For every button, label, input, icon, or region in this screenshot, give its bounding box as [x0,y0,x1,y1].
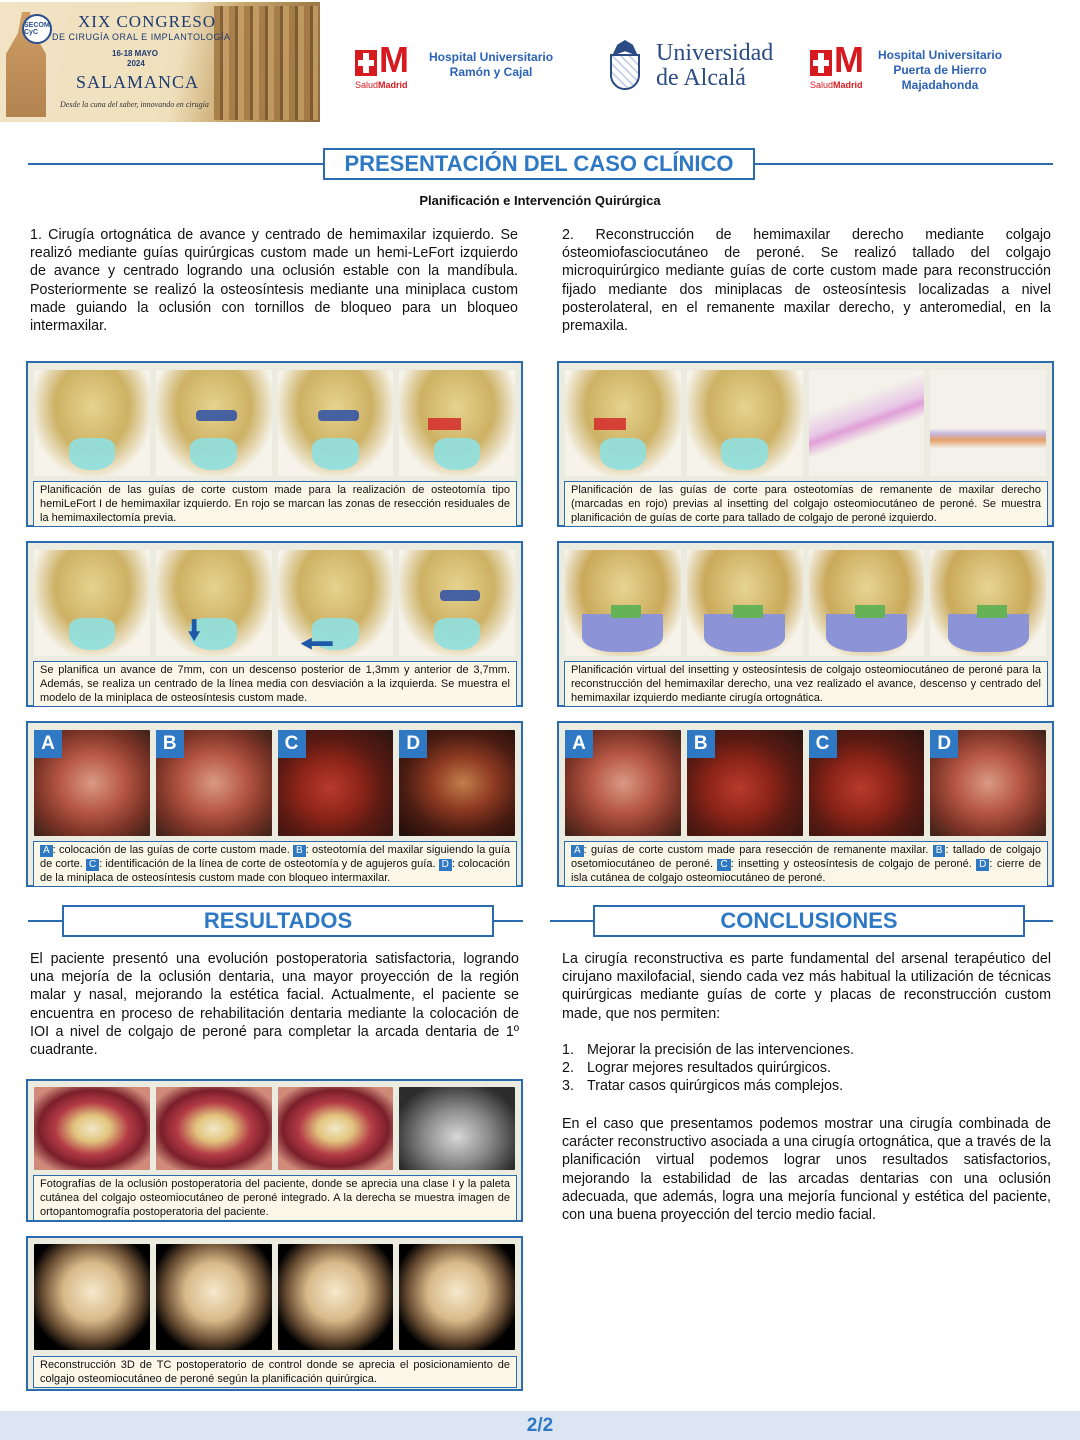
hospital-ramon-y-cajal-logo [355,39,554,92]
figure-image [278,1244,394,1350]
figure-image [156,1087,272,1170]
case-subtitle: Planificación e Intervención Quirúrgica [419,193,661,208]
figure-image [687,370,803,476]
figure-panel-postop-occlusion [26,1079,523,1222]
figure-image [565,550,681,656]
figure-image [809,550,925,656]
figure-panel-hemilefort-guides [26,361,523,527]
figure-image [156,1244,272,1350]
figure-image [278,370,394,476]
conclusions-list [562,1041,1051,1095]
figure-image [809,370,925,476]
figure-image [34,370,150,476]
figure-image [399,370,515,476]
panel-letter-a: A [565,730,593,758]
results-text: El paciente presentó una evolución postoperatoria satisfactoria, logrando una mejoría de la oclusión dentaria, una mayor proyección de la región malar y nasal, mejorando la estética facial. Actualmente, el paciente se encuentra en proceso de rehabilitación dentaria mediante la colocación de IOI a nivel de colgajo de peroné para completar la arcada dentaria de 1º cuadrante. [30,951,519,1059]
congress-title: XIX CONGRESO [78,12,217,31]
figure-image [809,730,925,836]
universidad-alcala-logo [600,40,773,92]
figure-image [687,730,803,836]
figure-panel-surgery-left [26,721,523,887]
salud-madrid-icon: M SaludMadrid [810,39,864,90]
congress-year: 2024 [127,59,145,68]
salud-madrid-icon: M SaludMadrid [355,39,409,90]
list-item: 3. Tratar casos quirúrgicos más complejos. [562,1078,844,1094]
figure-image [565,730,681,836]
figure-image [565,370,681,476]
case-right-text: 2. Reconstrucción de hemimaxilar derecho mediante colgajo ósteomiofasciocutáneo de peroné. Se realizó tallado del colgajo microquirúrgico mediante guías de corte custom made para reconstrucción fijado mediante dos miniplacas de osteosíntesis localizadas a nivel posterolateral, en el remanente maxilar derecho, y anteromedial, en la premaxila. [562,227,1051,335]
figure-image [34,1087,150,1170]
secom-seal-logo: SECOM CyC [22,14,52,44]
figure-image [156,550,272,656]
figure-image [278,1087,394,1170]
figure-image [399,730,515,836]
figure-image [930,730,1046,836]
results-section-title: RESULTADOS [62,905,494,937]
conclusions-intro: La cirugía reconstructiva es parte fundamental del arsenal terapéutico del cirujano maxilofacial, siendo cada vez más habitual la utilización de técnicas quirúrgicas mediante guías de corte y placas de reconstrucción custom made, que nos permiten: [562,951,1051,1022]
panel-letter-c: C [278,730,306,758]
panel-letter-a: A [34,730,62,758]
figure-image [156,730,272,836]
figure-image [156,370,272,476]
congress-banner [0,2,320,122]
figure-caption: Reconstrucción 3D de TC postoperatorio de control donde se aprecia el posicionamiento de colgajo osteomiocutáneo de peroné según la planificación quirúrgica. [33,1356,517,1388]
figure-caption: Planificación de las guías de corte para osteotomías de remanente de maxilar derecho (marcadas en rojo) previas al insetting del colgajo osteomiocutáneo de peroné. Se muestra planificación de guías de corte para tallado de colgajo de peroné izquierdo. [564,481,1048,527]
arrow-down-icon [188,619,200,641]
arrow-left-icon [301,638,333,650]
figure-image [930,550,1046,656]
hospital-puerta-de-hierro-logo [810,39,1003,93]
congress-dates: 16-18 MAYO [112,49,158,58]
figure-image [278,730,394,836]
panel-letter-c: C [809,730,837,758]
case-left-text: 1. Cirugía ortognática de avance y centrado de hemimaxilar izquierdo. Se realizó mediante guías quirúrgicas custom made un hemi-LeFort izquierdo de avance y centrado logrando una oclusión estable con la mandíbula. Posteriormente se realizó la osteosíntesis mediante una miniplaca custom made guiando la oclusión con tornillos de bloqueo para un bloqueo intermaxilar. [30,227,518,335]
figure-panel-ct-reconstruction [26,1236,523,1391]
figure-image [34,550,150,656]
list-item: 1. Mejorar la precisión de las intervenciones. [562,1042,855,1058]
hospital2-line3: Majadahonda [901,78,979,92]
page-number: 2/2 [526,1414,554,1436]
hospital1-line1: Hospital Universitario [429,50,554,64]
congress-subtitle: DE CIRUGÍA ORAL E IMPLANTOLOGÍA [52,32,231,42]
figure-image [687,550,803,656]
conclusions-closing: En el caso que presentamos podemos mostrar una cirugía combinada de carácter reconstructivo asociada a una cirugía ortognática, que a través de la planificación virtual podemos lograr unos resultados satisfactorios, mejorando la estabilidad de las arcadas dentarias con una oclusión adecuada, que además, logra una mejoría funcional y estética del paciente, con una buena proyección del tercio medio facial. [562,1116,1051,1224]
congress-city: SALAMANCA [76,72,200,92]
figure-panel-fibula-guides [557,361,1054,527]
case-section-title: PRESENTACIÓN DEL CASO CLÍNICO [323,148,755,180]
figure-panel-advance-plan [26,541,523,707]
poster-header [0,0,1080,125]
uah-line1: Universidad [656,40,774,66]
hospital2-line2: Puerta de Hierro [893,63,987,77]
figure-image [399,1087,515,1170]
figure-caption: A : colocación de las guías de corte custom made. B : osteotomía del maxilar siguiendo la guía de corte. C : identificación de la línea de corte de osteotomía y de agujeros guía. D : colocación de la miniplaca de osteosíntesis custom made con bloqueo intermaxilar. [33,841,517,887]
panel-letter-b: B [156,730,184,758]
figure-image [930,370,1046,476]
figure-image [399,1244,515,1350]
facade-image [214,6,318,120]
figure-caption: Planificación virtual del insetting y osteosíntesis de colgajo osteomiocutáneo de peroné para la reconstrucción del hemimaxilar derecho, una vez realizado el avance, descenso y centrado del hemimaxilar izquierdo mediante cirugía ortognática. [564,661,1048,707]
figure-caption: Planificación de las guías de corte custom made para la realización de osteotomía tipo hemiLeFort I de hemimaxilar izquierdo. En rojo se marcan las zonas de resección residuales de la hemimaxilectomía previa. [33,481,517,527]
figure-image [399,550,515,656]
page-footer [0,1411,1080,1440]
uah-line2: de Alcalá [656,65,746,91]
hospital1-line2: Ramón y Cajal [449,65,533,79]
panel-letter-d: D [399,730,427,758]
panel-letter-b: B [687,730,715,758]
congress-motto: Desde la cuna del saber, innovando en cirugía [60,100,209,109]
panel-letter-d: D [930,730,958,758]
figure-image [278,550,394,656]
figure-image [34,1244,150,1350]
figure-panel-surgery-right [557,721,1054,887]
figure-caption: Se planifica un avance de 7mm, con un descenso posterior de 1,3mm y anterior de 3,7mm. Además, se realiza un centrado de la línea media con desviación a la izquierda. Se muestra el modelo de la miniplaca de osteosíntesis custom made. [33,661,517,707]
list-item: 2. Lograr mejores resultados quirúrgicos. [562,1060,831,1076]
uah-crest-icon [600,40,650,92]
conclusions-section-title: CONCLUSIONES [593,905,1025,937]
figure-image [34,730,150,836]
figure-caption: Fotografías de la oclusión postoperatoria del paciente, donde se aprecia una clase I y la paleta cutánea del colgajo osteomiocutáneo de peroné integrado. A la derecha se muestra imagen de ortopantomografía postoperatoria del paciente. [33,1175,517,1221]
figure-panel-insetting-plan [557,541,1054,707]
hospital2-line1: Hospital Universitario [878,48,1003,62]
figure-caption: A : guías de corte custom made para resección de remanente maxilar. B : tallado de colgajo osetomiocutáneo de peroné. C : insetting y osteosíntesis de colgajo de peroné. D : cierre de isla cutánea de colgajo osteomiocutáneo de peroné. [564,841,1048,887]
